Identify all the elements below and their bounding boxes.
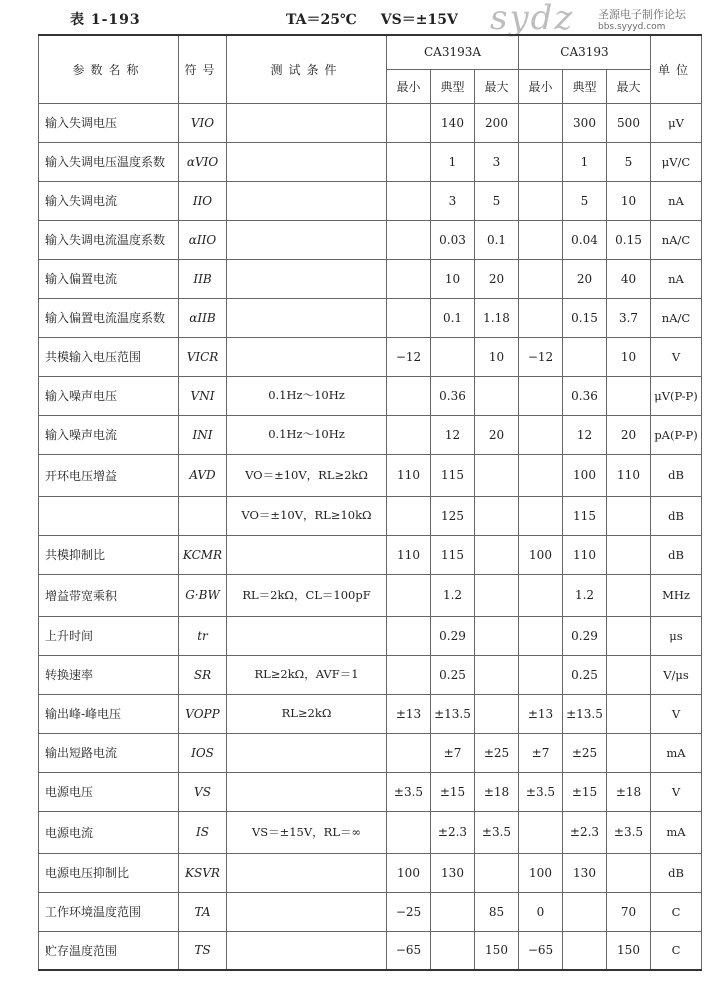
param-name-cell: 输入偏置电流温度系数 xyxy=(39,298,179,337)
param-name-cell: 输入失调电压 xyxy=(39,103,179,142)
unit-cell: μV xyxy=(651,103,702,142)
ca3193a-max-cell xyxy=(475,694,519,733)
unit-cell: V xyxy=(651,694,702,733)
ca3193a-min-cell xyxy=(387,298,431,337)
test-condition-cell xyxy=(227,853,387,892)
symbol-cell: VIO xyxy=(179,103,227,142)
unit-cell: C xyxy=(651,892,702,931)
symbol-cell: αIIO xyxy=(179,220,227,259)
ca3193-max-cell: 10 xyxy=(607,181,651,220)
watermark-url: bbs.syyyd.com xyxy=(598,22,666,32)
ca3193a-max-cell: 10 xyxy=(475,337,519,376)
spec-table-body xyxy=(39,103,702,970)
ca3193-max-cell: ±3.5 xyxy=(607,811,651,853)
ca3193a-min-cell xyxy=(387,655,431,694)
ca3193-typ-cell: ±25 xyxy=(563,733,607,772)
table-row xyxy=(39,415,702,454)
symbol-cell: VS xyxy=(179,772,227,811)
table-row xyxy=(39,103,702,142)
test-condition-cell xyxy=(227,535,387,574)
ca3193a-max-cell: 200 xyxy=(475,103,519,142)
ca3193-min-cell xyxy=(519,298,563,337)
ca3193-max-cell: ±18 xyxy=(607,772,651,811)
test-condition-cell xyxy=(227,733,387,772)
ca3193-max-cell xyxy=(607,616,651,655)
test-condition-cell: VO＝±10V，RL≥2kΩ xyxy=(227,454,387,496)
ca3193a-min-cell: 110 xyxy=(387,535,431,574)
param-name-cell: 电源电压 xyxy=(39,772,179,811)
ca3193-max-cell xyxy=(607,853,651,892)
ca3193a-max-cell xyxy=(475,496,519,535)
ca3193-max-cell xyxy=(607,376,651,415)
ca3193a-min-cell: −12 xyxy=(387,337,431,376)
unit-cell: MHz xyxy=(651,574,702,616)
unit-cell: nA xyxy=(651,259,702,298)
ca3193-typ-cell: 1 xyxy=(563,142,607,181)
symbol-cell: VOPP xyxy=(179,694,227,733)
ca3193a-min-cell xyxy=(387,574,431,616)
symbol-cell: IIB xyxy=(179,259,227,298)
param-name-cell xyxy=(39,496,179,535)
ca3193-typ-cell: 20 xyxy=(563,259,607,298)
test-condition-cell xyxy=(227,220,387,259)
ca3193a-max-cell xyxy=(475,454,519,496)
test-condition-cell xyxy=(227,103,387,142)
test-conditions-header xyxy=(286,9,458,29)
param-name-cell: 输入噪声电流 xyxy=(39,415,179,454)
ca3193a-typ-cell: 12 xyxy=(431,415,475,454)
ca3193-min-cell xyxy=(519,220,563,259)
ca3193-min-cell xyxy=(519,811,563,853)
ca3193-typ-cell: 0.29 xyxy=(563,616,607,655)
ca3193-min-cell xyxy=(519,496,563,535)
header-part-b: CA3193 xyxy=(519,35,651,69)
symbol-cell: KSVR xyxy=(179,853,227,892)
param-name-cell: 电源电压抑制比 xyxy=(39,853,179,892)
ca3193a-min-cell xyxy=(387,415,431,454)
ca3193a-min-cell xyxy=(387,616,431,655)
test-condition-cell xyxy=(227,931,387,970)
ca3193-min-cell xyxy=(519,103,563,142)
test-condition-cell: 0.1Hz～10Hz xyxy=(227,415,387,454)
table-row xyxy=(39,892,702,931)
ca3193a-max-cell: 150 xyxy=(475,931,519,970)
test-condition-cell: 0.1Hz～10Hz xyxy=(227,376,387,415)
ca3193-typ-cell xyxy=(563,931,607,970)
ca3193-max-cell: 20 xyxy=(607,415,651,454)
table-row xyxy=(39,616,702,655)
param-name-cell: 共模抑制比 xyxy=(39,535,179,574)
unit-cell: dB xyxy=(651,496,702,535)
ca3193a-min-cell: ±13 xyxy=(387,694,431,733)
header-symbol: 符号 xyxy=(179,35,227,103)
test-condition-cell xyxy=(227,772,387,811)
param-name-cell: 增益带宽乘积 xyxy=(39,574,179,616)
ca3193a-typ-cell: 0.03 xyxy=(431,220,475,259)
ca3193a-max-cell: 20 xyxy=(475,415,519,454)
ca3193a-typ-cell: 0.1 xyxy=(431,298,475,337)
ca3193-typ-cell: 0.04 xyxy=(563,220,607,259)
param-name-cell: 贮存温度范围 xyxy=(39,931,179,970)
ca3193a-typ-cell: 115 xyxy=(431,535,475,574)
test-condition-cell xyxy=(227,142,387,181)
symbol-cell: VICR xyxy=(179,337,227,376)
table-row xyxy=(39,931,702,970)
ca3193a-typ-cell: ±7 xyxy=(431,733,475,772)
ca3193-min-cell: −12 xyxy=(519,337,563,376)
ca3193a-max-cell: ±3.5 xyxy=(475,811,519,853)
header-param-name: 参数名称 xyxy=(39,35,179,103)
ca3193-min-cell xyxy=(519,415,563,454)
ca3193-max-cell: 5 xyxy=(607,142,651,181)
param-name-cell: 输出峰-峰电压 xyxy=(39,694,179,733)
ca3193a-typ-cell: 1.2 xyxy=(431,574,475,616)
test-condition-cell xyxy=(227,616,387,655)
symbol-cell: KCMR xyxy=(179,535,227,574)
param-name-cell: 开环电压增益 xyxy=(39,454,179,496)
symbol-cell: INI xyxy=(179,415,227,454)
ca3193-min-cell xyxy=(519,454,563,496)
ca3193a-max-cell: ±25 xyxy=(475,733,519,772)
ca3193a-typ-cell: 130 xyxy=(431,853,475,892)
ca3193-typ-cell: 0.25 xyxy=(563,655,607,694)
ca3193a-min-cell xyxy=(387,733,431,772)
ca3193-min-cell: 100 xyxy=(519,853,563,892)
ca3193-typ-cell: 130 xyxy=(563,853,607,892)
ca3193-max-cell xyxy=(607,655,651,694)
test-condition-cell: RL≥2kΩ xyxy=(227,694,387,733)
unit-cell: dB xyxy=(651,535,702,574)
test-condition-cell xyxy=(227,181,387,220)
ca3193-min-cell xyxy=(519,655,563,694)
header-b-typ: 典型 xyxy=(563,69,607,103)
test-condition-cell: RL≥2kΩ，AVF＝1 xyxy=(227,655,387,694)
ambient-temp-condition: TA＝25℃ xyxy=(286,12,357,28)
ca3193a-min-cell xyxy=(387,376,431,415)
ca3193a-max-cell: 5 xyxy=(475,181,519,220)
ca3193-max-cell: 500 xyxy=(607,103,651,142)
param-name-cell: 输入失调电流温度系数 xyxy=(39,220,179,259)
header-a-min: 最小 xyxy=(387,69,431,103)
unit-cell: μs xyxy=(651,616,702,655)
ca3193a-max-cell xyxy=(475,616,519,655)
ca3193a-max-cell xyxy=(475,574,519,616)
ca3193a-max-cell: 20 xyxy=(475,259,519,298)
ca3193-min-cell: ±7 xyxy=(519,733,563,772)
ca3193a-typ-cell xyxy=(431,931,475,970)
unit-cell: nA/C xyxy=(651,220,702,259)
ca3193-typ-cell: ±13.5 xyxy=(563,694,607,733)
ca3193a-typ-cell: 0.25 xyxy=(431,655,475,694)
ca3193-min-cell xyxy=(519,142,563,181)
table-row xyxy=(39,337,702,376)
symbol-cell: IOS xyxy=(179,733,227,772)
ca3193a-min-cell: 100 xyxy=(387,853,431,892)
ca3193-typ-cell: 1.2 xyxy=(563,574,607,616)
ca3193-max-cell: 40 xyxy=(607,259,651,298)
unit-cell: dB xyxy=(651,454,702,496)
test-condition-cell: VS＝±15V，RL＝∞ xyxy=(227,811,387,853)
ca3193-min-cell: −65 xyxy=(519,931,563,970)
table-row xyxy=(39,853,702,892)
table-row xyxy=(39,259,702,298)
watermark-site-name: 圣源电子制作论坛 xyxy=(598,8,686,21)
ca3193-min-cell xyxy=(519,259,563,298)
table-row xyxy=(39,733,702,772)
ca3193a-min-cell xyxy=(387,259,431,298)
ca3193a-min-cell xyxy=(387,103,431,142)
test-condition-cell xyxy=(227,259,387,298)
ca3193a-max-cell: 0.1 xyxy=(475,220,519,259)
ca3193a-max-cell: 3 xyxy=(475,142,519,181)
ca3193-min-cell: ±3.5 xyxy=(519,772,563,811)
table-row xyxy=(39,376,702,415)
ca3193-max-cell: 110 xyxy=(607,454,651,496)
page-header xyxy=(0,0,705,38)
table-label: 表 1-193 xyxy=(70,12,141,28)
ca3193-max-cell xyxy=(607,733,651,772)
test-condition-cell xyxy=(227,337,387,376)
ca3193a-min-cell: −65 xyxy=(387,931,431,970)
ca3193-typ-cell: 110 xyxy=(563,535,607,574)
symbol-cell: VNI xyxy=(179,376,227,415)
table-row xyxy=(39,694,702,733)
table-row xyxy=(39,772,702,811)
ca3193a-typ-cell: 10 xyxy=(431,259,475,298)
ca3193-min-cell: 0 xyxy=(519,892,563,931)
table-row xyxy=(39,574,702,616)
table-row xyxy=(39,811,702,853)
ca3193-typ-cell: 0.15 xyxy=(563,298,607,337)
header-test-conditions: 测试条件 xyxy=(227,35,387,103)
ca3193a-max-cell: ±18 xyxy=(475,772,519,811)
param-name-cell: 转换速率 xyxy=(39,655,179,694)
ca3193a-min-cell xyxy=(387,142,431,181)
param-name-cell: 输入偏置电流 xyxy=(39,259,179,298)
ca3193a-typ-cell: 0.29 xyxy=(431,616,475,655)
table-row xyxy=(39,220,702,259)
symbol-cell: TA xyxy=(179,892,227,931)
ca3193-typ-cell: ±2.3 xyxy=(563,811,607,853)
param-name-cell: 工作环境温度范围 xyxy=(39,892,179,931)
header-part-a: CA3193A xyxy=(387,35,519,69)
param-name-cell: 共模输入电压范围 xyxy=(39,337,179,376)
unit-cell: nA/C xyxy=(651,298,702,337)
test-condition-cell: RL＝2kΩ，CL＝100pF xyxy=(227,574,387,616)
ca3193-min-cell xyxy=(519,616,563,655)
test-condition-cell xyxy=(227,298,387,337)
ca3193-typ-cell xyxy=(563,892,607,931)
ca3193-min-cell: 100 xyxy=(519,535,563,574)
ca3193a-typ-cell: ±13.5 xyxy=(431,694,475,733)
ca3193-min-cell: ±13 xyxy=(519,694,563,733)
ca3193a-typ-cell: 0.36 xyxy=(431,376,475,415)
ca3193-min-cell xyxy=(519,574,563,616)
ca3193-typ-cell: 5 xyxy=(563,181,607,220)
header-a-typ: 典型 xyxy=(431,69,475,103)
symbol-cell: IIO xyxy=(179,181,227,220)
ca3193-max-cell: 3.7 xyxy=(607,298,651,337)
ca3193a-typ-cell xyxy=(431,337,475,376)
ca3193a-typ-cell: ±15 xyxy=(431,772,475,811)
ca3193a-max-cell xyxy=(475,535,519,574)
table-row xyxy=(39,142,702,181)
ca3193-min-cell xyxy=(519,181,563,220)
unit-cell: V/μs xyxy=(651,655,702,694)
ca3193a-min-cell xyxy=(387,496,431,535)
ca3193-max-cell xyxy=(607,694,651,733)
table-row xyxy=(39,496,702,535)
symbol-cell: αVIO xyxy=(179,142,227,181)
table-row xyxy=(39,298,702,337)
unit-cell: μV/C xyxy=(651,142,702,181)
param-name-cell: 输入噪声电压 xyxy=(39,376,179,415)
unit-cell: V xyxy=(651,772,702,811)
ca3193-max-cell xyxy=(607,496,651,535)
ca3193a-min-cell xyxy=(387,181,431,220)
supply-voltage-condition: VS＝±15V xyxy=(380,12,458,28)
ca3193-max-cell: 70 xyxy=(607,892,651,931)
symbol-cell xyxy=(179,496,227,535)
ca3193a-typ-cell: 115 xyxy=(431,454,475,496)
ca3193-max-cell: 10 xyxy=(607,337,651,376)
unit-cell: nA xyxy=(651,181,702,220)
table-row xyxy=(39,535,702,574)
header-b-min: 最小 xyxy=(519,69,563,103)
ca3193a-typ-cell: ±2.3 xyxy=(431,811,475,853)
param-name-cell: 上升时间 xyxy=(39,616,179,655)
unit-cell: dB xyxy=(651,853,702,892)
symbol-cell: SR xyxy=(179,655,227,694)
ca3193-typ-cell: 115 xyxy=(563,496,607,535)
spec-table xyxy=(38,34,702,971)
ca3193a-typ-cell: 3 xyxy=(431,181,475,220)
ca3193a-max-cell: 85 xyxy=(475,892,519,931)
ca3193-typ-cell: 0.36 xyxy=(563,376,607,415)
symbol-cell: tr xyxy=(179,616,227,655)
symbol-cell: αIIB xyxy=(179,298,227,337)
table-row xyxy=(39,454,702,496)
ca3193a-typ-cell: 1 xyxy=(431,142,475,181)
ca3193a-max-cell xyxy=(475,853,519,892)
header-a-max: 最大 xyxy=(475,69,519,103)
table-row xyxy=(39,655,702,694)
watermark-logo: sydz xyxy=(490,0,575,38)
header-b-max: 最大 xyxy=(607,69,651,103)
ca3193a-min-cell: 110 xyxy=(387,454,431,496)
ca3193-typ-cell: 300 xyxy=(563,103,607,142)
ca3193-max-cell: 150 xyxy=(607,931,651,970)
ca3193-min-cell xyxy=(519,376,563,415)
symbol-cell: TS xyxy=(179,931,227,970)
ca3193a-min-cell xyxy=(387,811,431,853)
ca3193a-typ-cell: 125 xyxy=(431,496,475,535)
ca3193a-min-cell: −25 xyxy=(387,892,431,931)
symbol-cell: IS xyxy=(179,811,227,853)
ca3193a-typ-cell: 140 xyxy=(431,103,475,142)
unit-cell: V xyxy=(651,337,702,376)
unit-cell: μV(P-P) xyxy=(651,376,702,415)
unit-cell: mA xyxy=(651,733,702,772)
symbol-cell: G·BW xyxy=(179,574,227,616)
ca3193a-typ-cell xyxy=(431,892,475,931)
ca3193-typ-cell: ±15 xyxy=(563,772,607,811)
ca3193-typ-cell xyxy=(563,337,607,376)
ca3193a-min-cell xyxy=(387,220,431,259)
header-unit: 单位 xyxy=(651,35,702,103)
ca3193-max-cell: 0.15 xyxy=(607,220,651,259)
ca3193-typ-cell: 12 xyxy=(563,415,607,454)
ca3193a-max-cell: 1.18 xyxy=(475,298,519,337)
unit-cell: C xyxy=(651,931,702,970)
ca3193a-max-cell xyxy=(475,376,519,415)
symbol-cell: AVD xyxy=(179,454,227,496)
test-condition-cell xyxy=(227,892,387,931)
unit-cell: mA xyxy=(651,811,702,853)
test-condition-cell: VO＝±10V，RL≥10kΩ xyxy=(227,496,387,535)
unit-cell: pA(P-P) xyxy=(651,415,702,454)
ca3193-max-cell xyxy=(607,535,651,574)
param-name-cell: 输入失调电压温度系数 xyxy=(39,142,179,181)
ca3193-typ-cell: 100 xyxy=(563,454,607,496)
param-name-cell: 输出短路电流 xyxy=(39,733,179,772)
ca3193a-min-cell: ±3.5 xyxy=(387,772,431,811)
ca3193a-max-cell xyxy=(475,655,519,694)
param-name-cell: 输入失调电流 xyxy=(39,181,179,220)
table-row xyxy=(39,181,702,220)
ca3193-max-cell xyxy=(607,574,651,616)
param-name-cell: 电源电流 xyxy=(39,811,179,853)
